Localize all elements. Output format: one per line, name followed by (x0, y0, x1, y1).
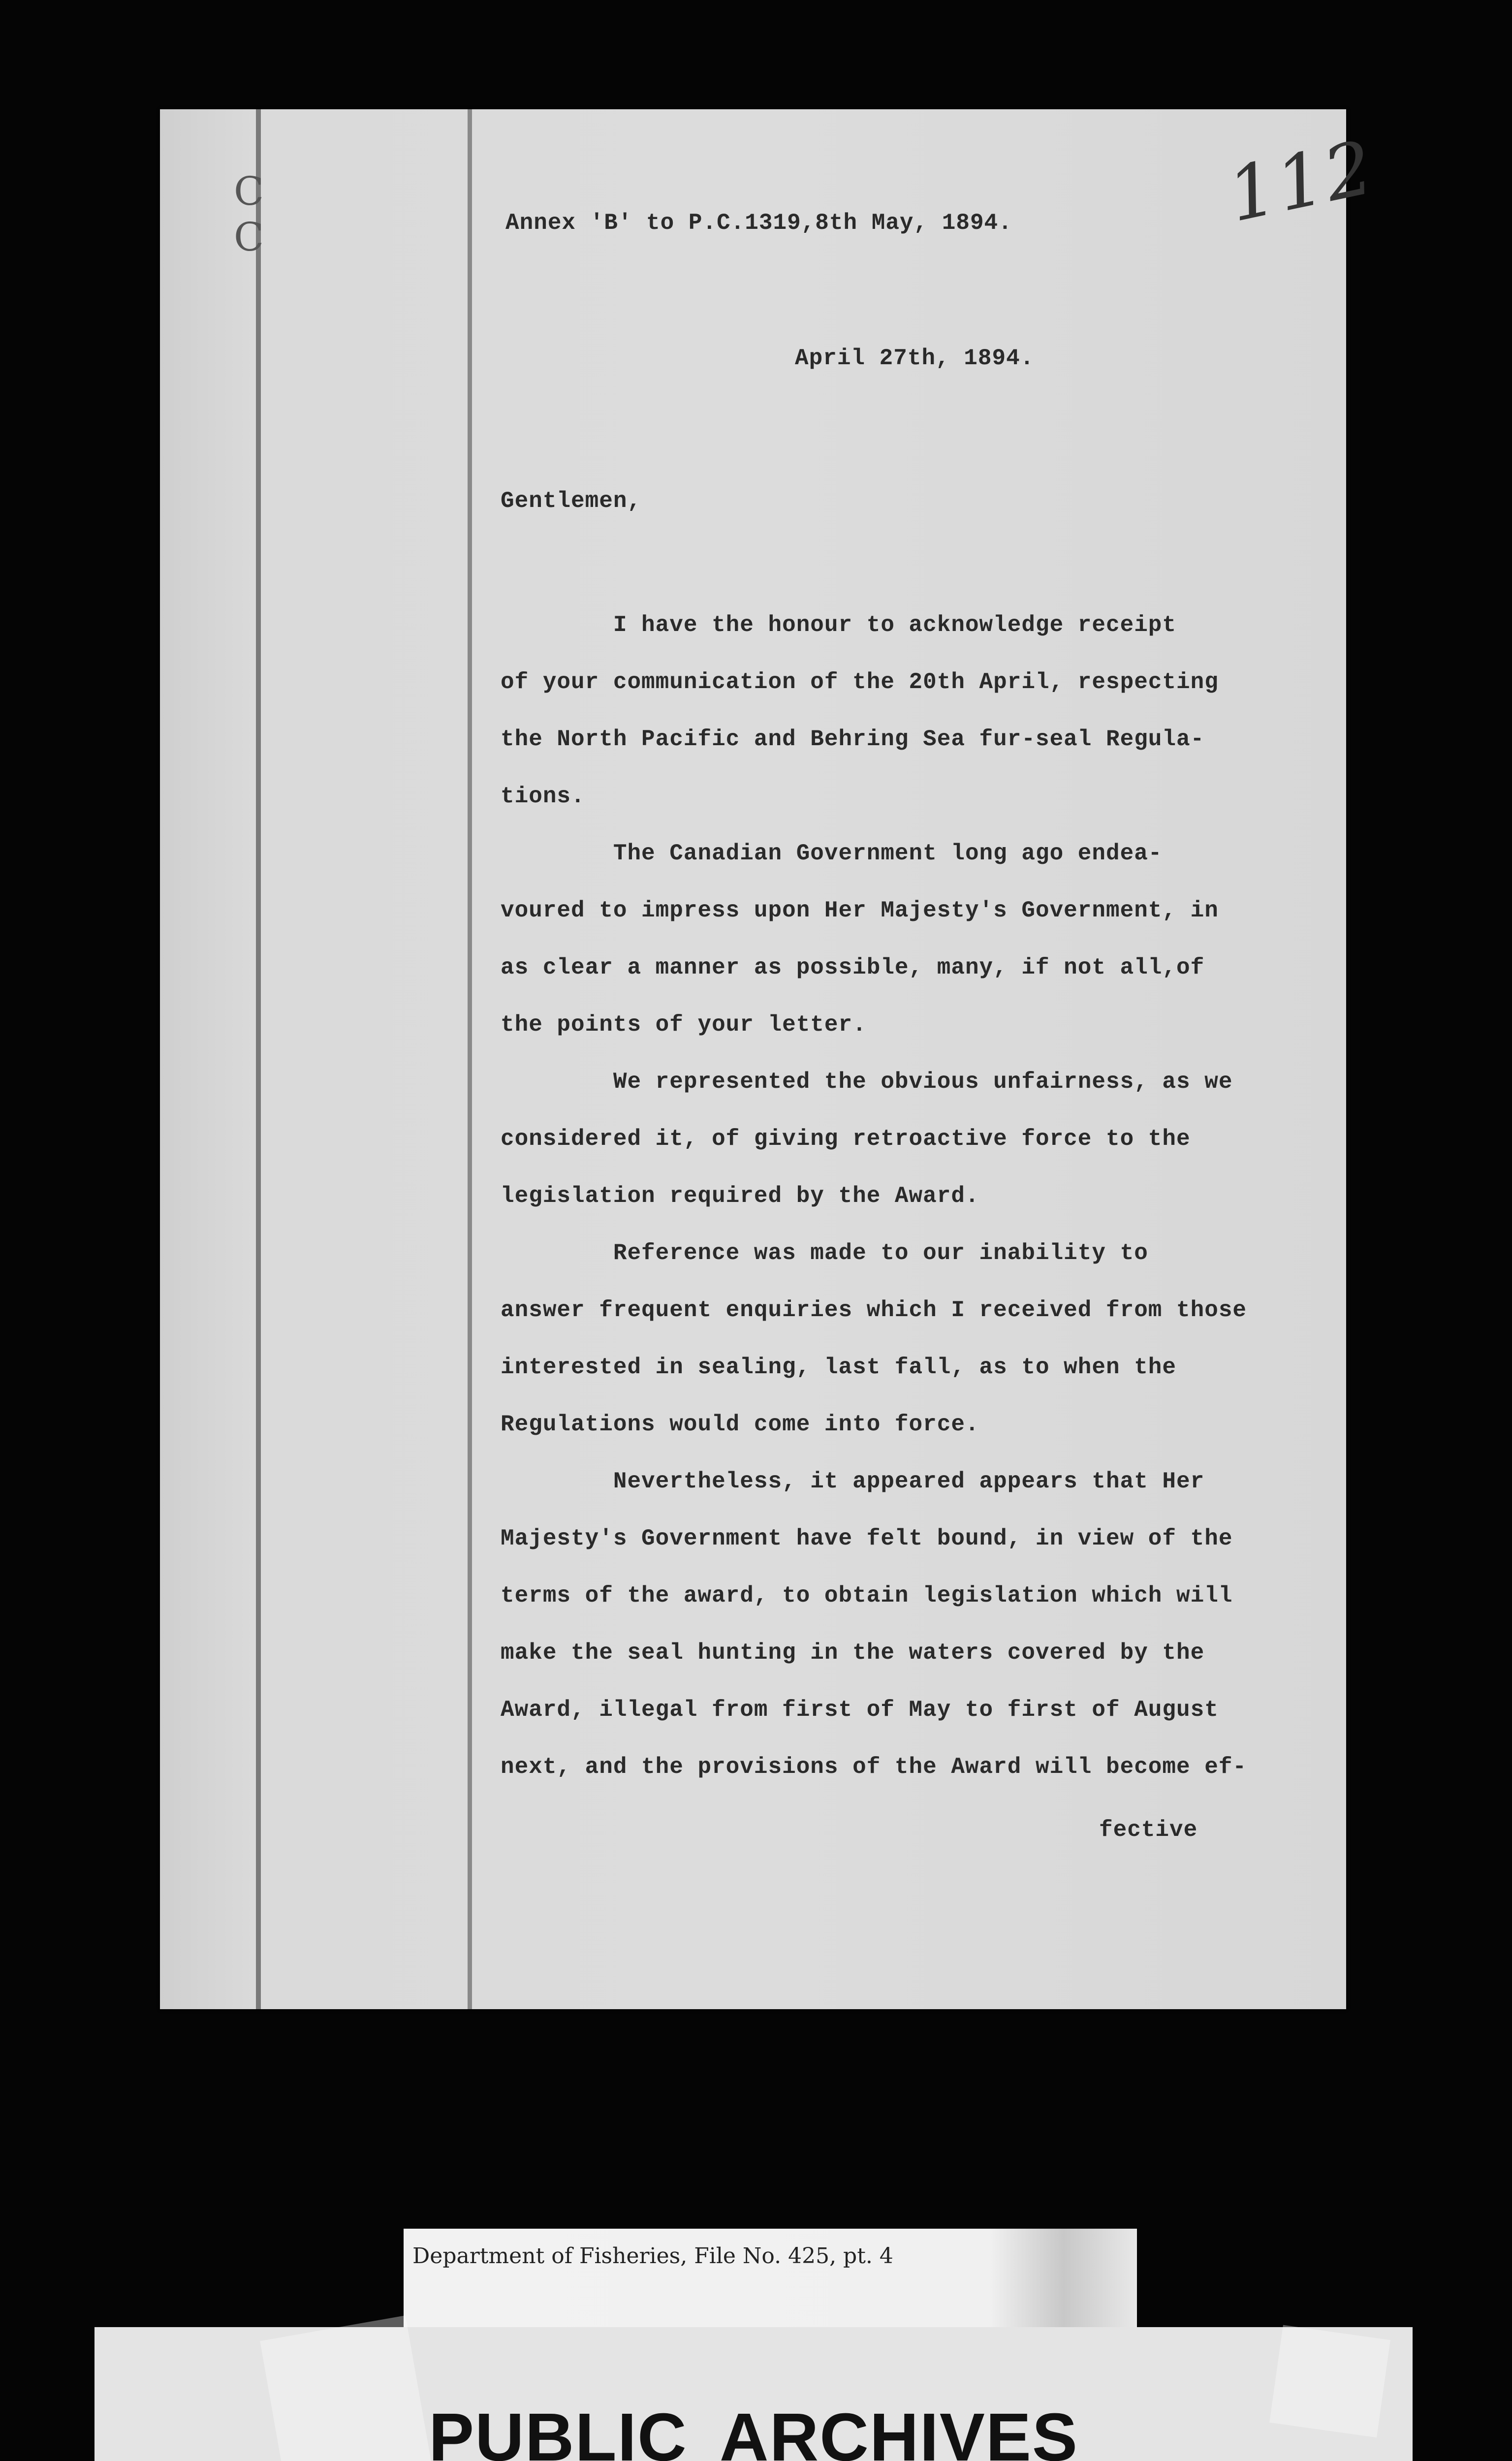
body-line: voured to impress upon Her Majesty's Government, in (501, 898, 1219, 923)
body-line: tions. (501, 784, 585, 809)
margin-rule-left (256, 109, 261, 2009)
archives-stamp (94, 2327, 1413, 2461)
page-continuation-word: fective (1099, 1817, 1198, 1843)
body-line: Regulations would come into force. (501, 1412, 979, 1437)
body-line: next, and the provisions of the Award will become ef- (501, 1754, 1247, 1780)
file-reference-label (404, 2229, 1137, 2327)
body-line: as clear a manner as possible, many, if not all,of (501, 955, 1205, 980)
body-line: The Canadian Government long ago endea- (501, 841, 1163, 866)
body-line: I have the honour to acknowledge receipt (501, 612, 1177, 638)
body-line: Award, illegal from first of May to first of August (501, 1697, 1219, 1723)
body-line: interested in sealing, last fall, as to when the (501, 1355, 1177, 1380)
body-line: We represented the obvious unfairness, as we (501, 1069, 1233, 1095)
file-reference-text: Department of Fisheries, File No. 425, pt. 4 (412, 2243, 893, 2269)
annex-reference: Annex 'B' to P.C.1319,8th May, 1894. (505, 210, 1012, 236)
body-line: the North Pacific and Behring Sea fur-seal Regula- (501, 726, 1205, 752)
corner-mark: C C (234, 168, 267, 260)
document-page (160, 109, 1383, 2009)
body-line: Majesty's Government have felt bound, in view of the (501, 1526, 1233, 1551)
body-line: the points of your letter. (501, 1012, 867, 1038)
body-line: make the seal hunting in the waters covered by the (501, 1640, 1205, 1666)
body-line: terms of the award, to obtain legislation which will (501, 1583, 1233, 1609)
letter-date: April 27th, 1894. (795, 346, 1035, 371)
body-line: Reference was made to our inability to (501, 1240, 1148, 1266)
body-line: legislation required by the Award. (501, 1183, 979, 1209)
archives-stamp-line-english: PUBLIC ARCHIVES (429, 2399, 1078, 2461)
margin-rule-right (468, 109, 472, 2009)
body-line: of your communication of the 20th April, respecting (501, 669, 1219, 695)
body-line: Nevertheless, it appeared appears that Her (501, 1469, 1205, 1494)
body-line: answer frequent enquiries which I received from those (501, 1297, 1247, 1323)
body-line: considered it, of giving retroactive force to the (501, 1126, 1191, 1152)
handwritten-page-number: 112 (1221, 124, 1383, 239)
letter-body (501, 597, 1347, 1796)
salutation: Gentlemen, (501, 488, 642, 514)
